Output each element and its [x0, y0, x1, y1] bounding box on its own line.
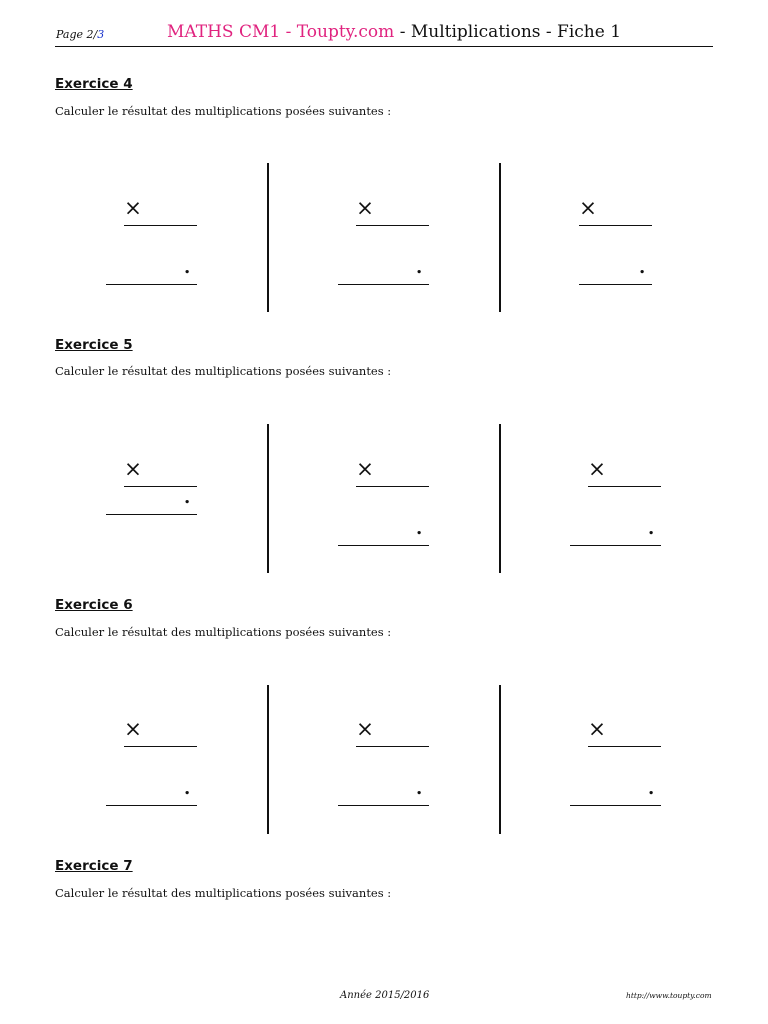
- times-sign: ×: [124, 457, 143, 482]
- exercise-5-instruction: Calculer le résultat des multiplications posées suivantes :: [55, 364, 392, 378]
- result-line: [356, 486, 429, 487]
- page-label: Page 2/: [56, 28, 98, 41]
- decimal-dot: .: [416, 257, 423, 278]
- result-line: [588, 746, 661, 747]
- column-separator: [499, 685, 501, 834]
- result-line: [124, 746, 197, 747]
- decimal-dot: .: [416, 778, 423, 799]
- title-topic: - Multiplications - Fiche 1: [394, 22, 622, 42]
- exercise-5-title: Exercice 5: [55, 337, 133, 353]
- answer-line: [338, 805, 429, 806]
- times-sign: ×: [356, 196, 375, 221]
- exercise-6-instruction: Calculer le résultat des multiplications posées suivantes :: [55, 625, 392, 639]
- header-rule: [55, 46, 713, 47]
- times-sign: ×: [588, 457, 607, 482]
- answer-line: [106, 805, 197, 806]
- answer-line: [106, 284, 197, 285]
- column-separator: [267, 685, 269, 834]
- result-line: [588, 486, 661, 487]
- times-sign: ×: [124, 196, 143, 221]
- decimal-dot: .: [648, 778, 655, 799]
- answer-line: [338, 284, 429, 285]
- times-sign: ×: [356, 717, 375, 742]
- exercise-7-instruction: Calculer le résultat des multiplications posées suivantes :: [55, 886, 392, 900]
- times-sign: ×: [579, 196, 598, 221]
- result-line: [579, 225, 652, 226]
- answer-line: [338, 545, 429, 546]
- page-total: 3: [97, 28, 105, 41]
- exercise-6-title: Exercice 6: [55, 597, 133, 613]
- column-separator: [267, 424, 269, 573]
- page-title: [167, 22, 621, 42]
- title-site: MATHS CM1 - Toupty.com: [167, 22, 395, 42]
- column-separator: [267, 163, 269, 312]
- decimal-dot: .: [639, 257, 646, 278]
- exercise-4-instruction: Calculer le résultat des multiplications posées suivantes :: [55, 104, 392, 118]
- result-line: [356, 746, 429, 747]
- column-separator: [499, 424, 501, 573]
- times-sign: ×: [588, 717, 607, 742]
- answer-line: [106, 514, 197, 515]
- answer-line: [570, 545, 661, 546]
- decimal-dot: .: [648, 518, 655, 539]
- answer-line: [579, 284, 652, 285]
- times-sign: ×: [124, 717, 143, 742]
- decimal-dot: .: [184, 487, 191, 508]
- result-line: [356, 225, 429, 226]
- footer-url[interactable]: http://www.toupty.com: [626, 991, 712, 1000]
- answer-line: [570, 805, 661, 806]
- exercise-4-title: Exercice 4: [55, 76, 133, 92]
- decimal-dot: .: [184, 778, 191, 799]
- times-sign: ×: [356, 457, 375, 482]
- decimal-dot: .: [184, 257, 191, 278]
- decimal-dot: .: [416, 518, 423, 539]
- column-separator: [499, 163, 501, 312]
- page-number: [56, 28, 104, 41]
- footer-year: Année 2015/2016: [340, 990, 430, 1001]
- result-line: [124, 225, 197, 226]
- exercise-7-title: Exercice 7: [55, 858, 133, 874]
